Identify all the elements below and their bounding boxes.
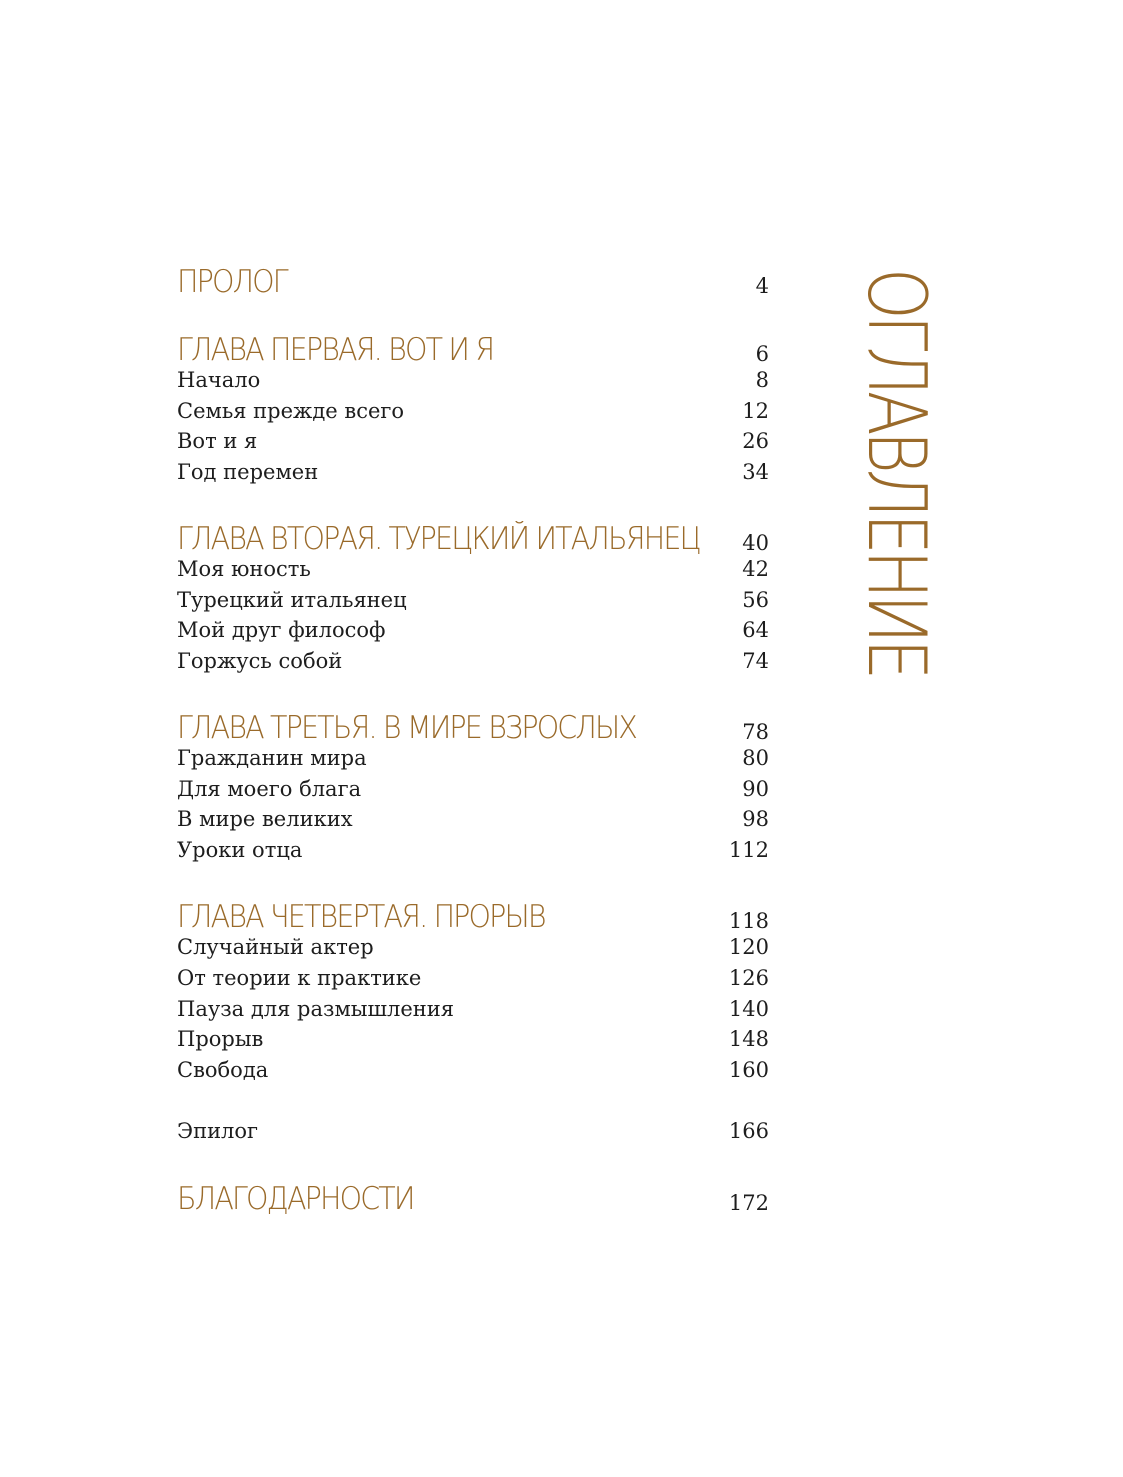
toc-heading-chapter-2[interactable] bbox=[177, 521, 769, 557]
toc-entry-title: Год перемен bbox=[177, 460, 319, 484]
toc-entry[interactable] bbox=[177, 429, 769, 459]
toc-entry[interactable] bbox=[177, 997, 769, 1027]
toc-entry-title: Турецкий итальянец bbox=[177, 588, 407, 612]
toc-entry[interactable] bbox=[177, 777, 769, 807]
toc-page-number: 6 bbox=[755, 342, 769, 366]
toc-heading-title: ГЛАВА ЧЕТВЕРТАЯ. ПРОРЫВ bbox=[177, 899, 545, 935]
toc-page-number: 90 bbox=[742, 777, 769, 801]
toc-page-number: 56 bbox=[742, 588, 769, 612]
toc-entry-title: Случайный актер bbox=[177, 935, 374, 959]
toc-entry[interactable] bbox=[177, 649, 769, 679]
toc-page-number: 8 bbox=[755, 368, 769, 392]
toc-entry-title: Начало bbox=[177, 368, 261, 392]
toc-page-number: 148 bbox=[728, 1027, 769, 1051]
toc-entry-title: Мой друг философ bbox=[177, 618, 386, 642]
toc-entry-title: Пауза для размышления bbox=[177, 997, 455, 1021]
toc-heading-prologue[interactable] bbox=[177, 264, 769, 300]
toc-entry-title: Уроки отца bbox=[177, 838, 303, 862]
toc-page-number: 34 bbox=[742, 460, 769, 484]
toc-page-number: 172 bbox=[728, 1191, 769, 1215]
toc-page-number: 12 bbox=[742, 399, 769, 423]
toc-heading-title: ГЛАВА ТРЕТЬЯ. В МИРЕ ВЗРОСЛЫХ bbox=[177, 710, 637, 746]
toc-page-number: 120 bbox=[728, 935, 769, 959]
toc-entry[interactable] bbox=[177, 368, 769, 398]
toc-page-number: 4 bbox=[755, 274, 769, 298]
toc-entry[interactable] bbox=[177, 966, 769, 996]
toc-page-number: 160 bbox=[728, 1058, 769, 1082]
toc-page-number: 166 bbox=[728, 1119, 769, 1143]
toc-page-number: 98 bbox=[742, 807, 769, 831]
toc-entry-title: Вот и я bbox=[177, 429, 258, 453]
toc-page-number: 74 bbox=[742, 649, 769, 673]
toc-page-number: 140 bbox=[728, 997, 769, 1021]
toc-page-number: 42 bbox=[742, 557, 769, 581]
toc-entry-title: Горжусь собой bbox=[177, 649, 343, 673]
toc-entry-title: Моя юность bbox=[177, 557, 311, 581]
toc-entry-title: Для моего блага bbox=[177, 777, 362, 801]
toc-page-number: 112 bbox=[728, 838, 769, 862]
toc-page-number: 26 bbox=[742, 429, 769, 453]
toc-entry-title: Прорыв bbox=[177, 1027, 264, 1051]
toc-entry-title: В мире великих bbox=[177, 807, 353, 831]
toc-entry-title: Свобода bbox=[177, 1058, 269, 1082]
toc-entry[interactable] bbox=[177, 557, 769, 587]
toc-entry[interactable] bbox=[177, 1058, 769, 1088]
toc-entry[interactable] bbox=[177, 1027, 769, 1057]
toc-page-number: 118 bbox=[728, 909, 769, 933]
toc-heading-title: БЛАГОДАРНОСТИ bbox=[177, 1181, 414, 1217]
toc-heading-title: ПРОЛОГ bbox=[177, 264, 287, 300]
toc-entry[interactable] bbox=[177, 935, 769, 965]
toc-entry-title: Эпилог bbox=[177, 1119, 259, 1143]
toc-entry-title: Семья прежде всего bbox=[177, 399, 405, 423]
toc-entry[interactable] bbox=[177, 399, 769, 429]
toc-heading-chapter-3[interactable] bbox=[177, 710, 769, 746]
toc-entry[interactable] bbox=[177, 746, 769, 776]
toc-entry[interactable] bbox=[177, 460, 769, 490]
toc-page-number: 126 bbox=[728, 966, 769, 990]
toc-entry[interactable] bbox=[177, 807, 769, 837]
toc-heading-chapter-4[interactable] bbox=[177, 899, 769, 935]
toc-heading-acknowledgements[interactable] bbox=[177, 1181, 769, 1217]
page-title bbox=[850, 268, 943, 768]
toc-entry[interactable] bbox=[177, 618, 769, 648]
toc-heading-chapter-1[interactable] bbox=[177, 332, 769, 368]
toc-entry-title: Гражданин мира bbox=[177, 746, 367, 770]
toc-page-number: 40 bbox=[742, 531, 769, 555]
toc-entry[interactable] bbox=[177, 838, 769, 868]
toc-entry-epilogue[interactable] bbox=[177, 1119, 769, 1149]
toc-page-number: 64 bbox=[742, 618, 769, 642]
page-title-text: ОГЛАВЛЕНИЕ bbox=[850, 268, 943, 676]
toc-page-number: 78 bbox=[742, 720, 769, 744]
toc-page-number: 80 bbox=[742, 746, 769, 770]
toc-entry-title: От теории к практике bbox=[177, 966, 422, 990]
toc-heading-title: ГЛАВА ВТОРАЯ. ТУРЕЦКИЙ ИТАЛЬЯНЕЦ bbox=[177, 521, 700, 557]
toc-heading-title: ГЛАВА ПЕРВАЯ. ВОТ И Я bbox=[177, 332, 494, 368]
toc-entry[interactable] bbox=[177, 588, 769, 618]
